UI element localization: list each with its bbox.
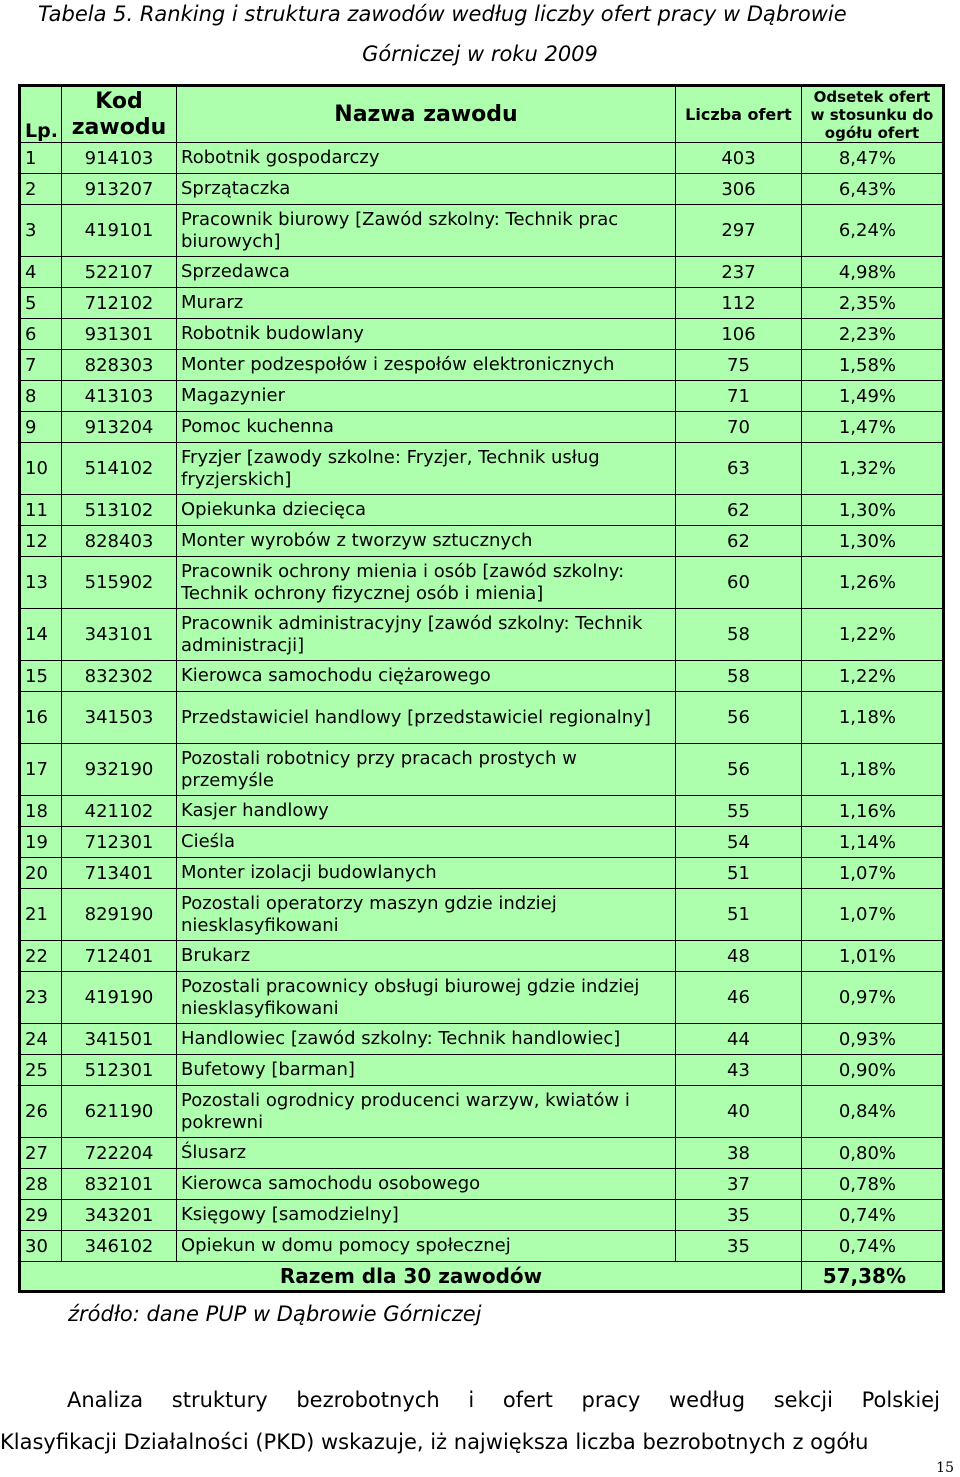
row-percent: 6,43% — [802, 174, 944, 205]
row-percent: 1,16% — [802, 796, 944, 827]
row-lp: 21 — [20, 889, 62, 941]
row-kod: 722204 — [62, 1138, 177, 1169]
row-kod: 832101 — [62, 1169, 177, 1200]
row-percent: 1,49% — [802, 381, 944, 412]
row-name: Magazynier — [177, 381, 676, 412]
row-count: 37 — [676, 1169, 802, 1200]
row-count: 106 — [676, 319, 802, 350]
row-count: 40 — [676, 1086, 802, 1138]
row-lp: 25 — [20, 1055, 62, 1086]
row-count: 46 — [676, 972, 802, 1024]
row-count: 58 — [676, 661, 802, 692]
row-name: Pracownik ochrony mienia i osób [zawód szkolny: Technik ochrony fizycznej osób i mienia] — [177, 557, 676, 609]
row-name: Robotnik budowlany — [177, 319, 676, 350]
row-lp: 6 — [20, 319, 62, 350]
row-percent: 1,18% — [802, 744, 944, 796]
row-name: Księgowy [samodzielny] — [177, 1200, 676, 1231]
row-kod: 341503 — [62, 692, 177, 744]
row-lp: 26 — [20, 1086, 62, 1138]
row-kod: 419190 — [62, 972, 177, 1024]
row-name: Brukarz — [177, 941, 676, 972]
row-lp: 16 — [20, 692, 62, 744]
row-percent: 0,84% — [802, 1086, 944, 1138]
row-count: 44 — [676, 1024, 802, 1055]
row-count: 62 — [676, 495, 802, 526]
page-number: 15 — [936, 1460, 954, 1476]
row-count: 51 — [676, 858, 802, 889]
row-count: 55 — [676, 796, 802, 827]
row-name: Handlowiec [zawód szkolny: Technik handlowiec] — [177, 1024, 676, 1055]
row-name: Monter izolacji budowlanych — [177, 858, 676, 889]
ranking-table — [18, 84, 945, 1293]
table-row — [20, 495, 944, 526]
row-name: Opiekun w domu pomocy społecznej — [177, 1231, 676, 1262]
table-row — [20, 1024, 944, 1055]
row-kod: 514102 — [62, 443, 177, 495]
table-row — [20, 557, 944, 609]
table-row — [20, 1200, 944, 1231]
table-row — [20, 1169, 944, 1200]
source-note: źródło: dane PUP w Dąbrowie Górniczej — [68, 1302, 482, 1326]
row-kod: 712401 — [62, 941, 177, 972]
row-lp: 2 — [20, 174, 62, 205]
row-count: 56 — [676, 744, 802, 796]
header-name: Nazwa zawodu — [177, 86, 676, 143]
row-kod: 512301 — [62, 1055, 177, 1086]
row-percent: 0,78% — [802, 1169, 944, 1200]
row-lp: 10 — [20, 443, 62, 495]
paragraph-line-2: Klasyfikacji Działalności (PKD) wskazuje, iż największa liczba bezrobotnych z ogółu — [0, 1430, 869, 1454]
row-kod: 712102 — [62, 288, 177, 319]
row-count: 71 — [676, 381, 802, 412]
row-lp: 23 — [20, 972, 62, 1024]
table-row — [20, 609, 944, 661]
table-row — [20, 174, 944, 205]
row-name: Kierowca samochodu ciężarowego — [177, 661, 676, 692]
row-percent: 1,07% — [802, 858, 944, 889]
row-count: 403 — [676, 143, 802, 174]
row-kod: 346102 — [62, 1231, 177, 1262]
row-count: 70 — [676, 412, 802, 443]
row-percent: 2,23% — [802, 319, 944, 350]
row-count: 297 — [676, 205, 802, 257]
row-lp: 24 — [20, 1024, 62, 1055]
row-percent: 4,98% — [802, 257, 944, 288]
row-percent: 1,30% — [802, 495, 944, 526]
row-name: Robotnik gospodarczy — [177, 143, 676, 174]
row-lp: 1 — [20, 143, 62, 174]
row-kod: 413103 — [62, 381, 177, 412]
row-lp: 18 — [20, 796, 62, 827]
table-row — [20, 257, 944, 288]
row-count: 54 — [676, 827, 802, 858]
table-row — [20, 1138, 944, 1169]
row-count: 56 — [676, 692, 802, 744]
row-name: Monter podzespołów i zespołów elektronicznych — [177, 350, 676, 381]
row-percent: 1,26% — [802, 557, 944, 609]
total-label: Razem dla 30 zawodów — [20, 1262, 802, 1292]
row-name: Sprzedawca — [177, 257, 676, 288]
row-name: Pozostali pracownicy obsługi biurowej gdzie indziej niesklasyfikowani — [177, 972, 676, 1024]
row-percent: 0,74% — [802, 1231, 944, 1262]
table-row — [20, 661, 944, 692]
row-name: Kierowca samochodu osobowego — [177, 1169, 676, 1200]
row-percent: 0,97% — [802, 972, 944, 1024]
row-kod: 713401 — [62, 858, 177, 889]
row-percent: 1,58% — [802, 350, 944, 381]
row-kod: 712301 — [62, 827, 177, 858]
row-lp: 28 — [20, 1169, 62, 1200]
table-row — [20, 744, 944, 796]
row-kod: 913207 — [62, 174, 177, 205]
row-name: Cieśla — [177, 827, 676, 858]
row-kod: 522107 — [62, 257, 177, 288]
row-lp: 30 — [20, 1231, 62, 1262]
row-count: 43 — [676, 1055, 802, 1086]
row-percent: 1,32% — [802, 443, 944, 495]
row-percent: 8,47% — [802, 143, 944, 174]
row-lp: 11 — [20, 495, 62, 526]
row-count: 48 — [676, 941, 802, 972]
row-kod: 421102 — [62, 796, 177, 827]
row-name: Pozostali ogrodnicy producenci warzyw, kwiatów i pokrewni — [177, 1086, 676, 1138]
row-percent: 0,90% — [802, 1055, 944, 1086]
header-kod: Kod zawodu — [62, 86, 177, 143]
row-percent: 1,30% — [802, 526, 944, 557]
row-count: 51 — [676, 889, 802, 941]
row-lp: 17 — [20, 744, 62, 796]
row-kod: 914103 — [62, 143, 177, 174]
row-percent: 2,35% — [802, 288, 944, 319]
row-kod: 932190 — [62, 744, 177, 796]
row-kod: 343201 — [62, 1200, 177, 1231]
row-lp: 20 — [20, 858, 62, 889]
table-row — [20, 526, 944, 557]
row-lp: 3 — [20, 205, 62, 257]
row-kod: 832302 — [62, 661, 177, 692]
row-percent: 1,01% — [802, 941, 944, 972]
row-lp: 9 — [20, 412, 62, 443]
row-lp: 14 — [20, 609, 62, 661]
header-count: Liczba ofert — [676, 86, 802, 143]
table-row — [20, 412, 944, 443]
row-name: Sprzątaczka — [177, 174, 676, 205]
table-row — [20, 443, 944, 495]
table-row — [20, 827, 944, 858]
caption-line-1: Tabela 5. Ranking i struktura zawodów według liczby ofert pracy w Dąbrowie — [38, 2, 847, 26]
row-name: Opiekunka dziecięca — [177, 495, 676, 526]
table-row — [20, 941, 944, 972]
row-percent: 1,47% — [802, 412, 944, 443]
row-kod: 828403 — [62, 526, 177, 557]
table-row — [20, 205, 944, 257]
row-name: Przedstawiciel handlowy [przedstawiciel regionalny] — [177, 692, 676, 744]
row-lp: 22 — [20, 941, 62, 972]
table-row — [20, 972, 944, 1024]
table-body — [20, 143, 944, 1262]
caption-line-2: Górniczej w roku 2009 — [362, 42, 598, 66]
row-kod: 419101 — [62, 205, 177, 257]
total-row — [20, 1262, 944, 1292]
table-row — [20, 319, 944, 350]
paragraph-line-1: Analiza struktury bezrobotnych i ofert pracy według sekcji Polskiej — [67, 1388, 940, 1412]
row-count: 58 — [676, 609, 802, 661]
table-row — [20, 1086, 944, 1138]
row-kod: 513102 — [62, 495, 177, 526]
table-row — [20, 350, 944, 381]
row-name: Ślusarz — [177, 1138, 676, 1169]
total-percent: 57,38% — [802, 1262, 944, 1292]
row-name: Kasjer handlowy — [177, 796, 676, 827]
row-kod: 829190 — [62, 889, 177, 941]
row-kod: 515902 — [62, 557, 177, 609]
row-lp: 8 — [20, 381, 62, 412]
table-row — [20, 1055, 944, 1086]
row-lp: 12 — [20, 526, 62, 557]
row-kod: 931301 — [62, 319, 177, 350]
row-lp: 29 — [20, 1200, 62, 1231]
table-row — [20, 889, 944, 941]
row-kod: 913204 — [62, 412, 177, 443]
row-kod: 621190 — [62, 1086, 177, 1138]
row-count: 112 — [676, 288, 802, 319]
row-percent: 1,22% — [802, 661, 944, 692]
row-lp: 13 — [20, 557, 62, 609]
row-name: Monter wyrobów z tworzyw sztucznych — [177, 526, 676, 557]
row-count: 237 — [676, 257, 802, 288]
row-count: 35 — [676, 1200, 802, 1231]
row-count: 306 — [676, 174, 802, 205]
row-count: 62 — [676, 526, 802, 557]
table-row — [20, 796, 944, 827]
row-name: Bufetowy [barman] — [177, 1055, 676, 1086]
table-row — [20, 1231, 944, 1262]
table-row — [20, 692, 944, 744]
row-kod: 828303 — [62, 350, 177, 381]
table-row — [20, 858, 944, 889]
table-row — [20, 381, 944, 412]
row-count: 38 — [676, 1138, 802, 1169]
row-name: Pozostali robotnicy przy pracach prostych w przemyśle — [177, 744, 676, 796]
row-kod: 341501 — [62, 1024, 177, 1055]
row-lp: 15 — [20, 661, 62, 692]
table-row — [20, 143, 944, 174]
row-percent: 1,22% — [802, 609, 944, 661]
row-count: 35 — [676, 1231, 802, 1262]
row-name: Pomoc kuchenna — [177, 412, 676, 443]
row-percent: 1,07% — [802, 889, 944, 941]
row-name: Pozostali operatorzy maszyn gdzie indziej niesklasyfikowani — [177, 889, 676, 941]
table-row — [20, 288, 944, 319]
row-kod: 343101 — [62, 609, 177, 661]
row-name: Murarz — [177, 288, 676, 319]
row-percent: 0,74% — [802, 1200, 944, 1231]
row-count: 63 — [676, 443, 802, 495]
row-name: Pracownik administracyjny [zawód szkolny: Technik administracji] — [177, 609, 676, 661]
row-lp: 19 — [20, 827, 62, 858]
row-count: 75 — [676, 350, 802, 381]
row-percent: 0,80% — [802, 1138, 944, 1169]
row-lp: 27 — [20, 1138, 62, 1169]
row-percent: 0,93% — [802, 1024, 944, 1055]
header-lp: Lp. — [20, 86, 62, 143]
row-lp: 5 — [20, 288, 62, 319]
row-count: 60 — [676, 557, 802, 609]
row-name: Pracownik biurowy [Zawód szkolny: Technik prac biurowych] — [177, 205, 676, 257]
row-percent: 6,24% — [802, 205, 944, 257]
header-percent: Odsetek ofert w stosunku do ogółu ofert — [802, 86, 944, 143]
row-lp: 4 — [20, 257, 62, 288]
row-percent: 1,18% — [802, 692, 944, 744]
row-percent: 1,14% — [802, 827, 944, 858]
header-row — [20, 86, 944, 143]
row-name: Fryzjer [zawody szkolne: Fryzjer, Technik usług fryzjerskich] — [177, 443, 676, 495]
row-lp: 7 — [20, 350, 62, 381]
